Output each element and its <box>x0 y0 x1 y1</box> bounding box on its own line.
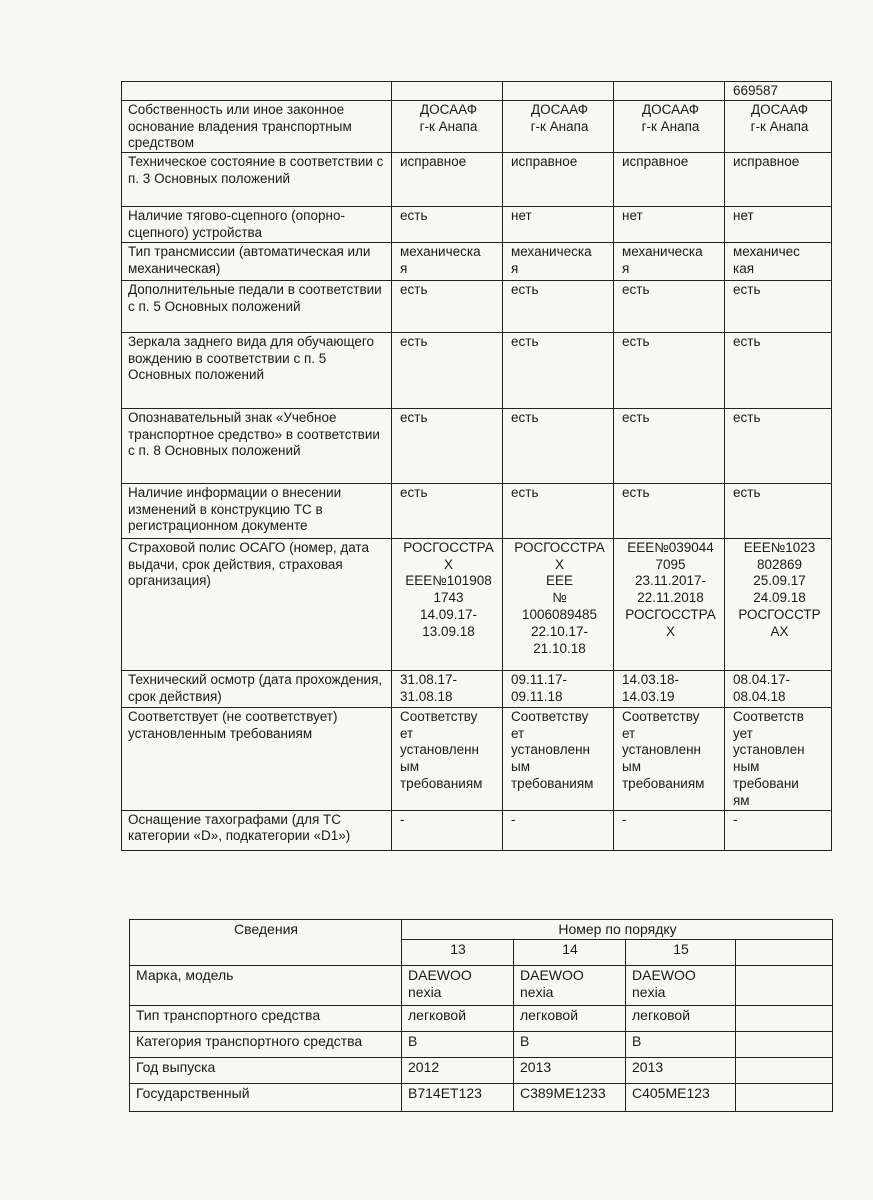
table-row <box>122 153 832 207</box>
row-value <box>736 966 833 1006</box>
row-value: есть <box>392 207 503 243</box>
row-value: исправное <box>503 153 614 207</box>
row-value: есть <box>392 280 503 332</box>
row-value <box>736 1084 833 1112</box>
row-value: Соответств ует установлен ным требовани ям <box>725 707 832 810</box>
row-value: есть <box>503 483 614 538</box>
vehicle-details-table-upper <box>121 81 832 851</box>
order-number-cell: 13 <box>402 940 514 966</box>
row-value: C389ME1233 <box>514 1084 626 1112</box>
row-value: ДОСААФ г-к Анапа <box>503 100 614 152</box>
table-row <box>122 280 832 332</box>
row-label: Категория транспортного средства <box>130 1032 402 1058</box>
table-cell <box>122 82 392 101</box>
row-value: механичес кая <box>725 242 832 280</box>
row-label: Зеркала заднего вида для обучающего вождению в соответствии с п. 5 Основных положений <box>122 332 392 408</box>
row-value: B <box>402 1032 514 1058</box>
order-number-cell <box>736 940 833 966</box>
row-label: Оснащение тахографами (для ТС категории «D», подкатегории «D1») <box>122 810 392 850</box>
row-value: Соответству ет установленн ым требованиям <box>614 707 725 810</box>
row-value: есть <box>614 483 725 538</box>
order-number-cell: 15 <box>626 940 736 966</box>
row-label: Дополнительные педали в соответствии с п. 5 Основных положений <box>122 280 392 332</box>
table-row <box>122 707 832 810</box>
row-value <box>736 1006 833 1032</box>
row-value: есть <box>614 332 725 408</box>
row-value: 08.04.17- 08.04.18 <box>725 670 832 707</box>
row-label: Наличие информации о внесении изменений в конструкцию ТС в регистрационном документе <box>122 483 392 538</box>
row-label: Марка, модель <box>130 966 402 1006</box>
row-value: ДОСААФ г-к Анапа <box>614 100 725 152</box>
row-label: Тип трансмиссии (автоматическая или механическая) <box>122 242 392 280</box>
row-value: - <box>614 810 725 850</box>
row-value: DAEWOO nexia <box>514 966 626 1006</box>
row-label: Страховой полис ОСАГО (номер, дата выдачи, срок действия, страховая организация) <box>122 538 392 670</box>
row-value: - <box>392 810 503 850</box>
row-value: Соответству ет установленн ым требованиям <box>503 707 614 810</box>
table-row <box>122 810 832 850</box>
table-row <box>122 483 832 538</box>
row-value: 2012 <box>402 1058 514 1084</box>
row-label: Техническое состояние в соответствии с п. 3 Основных положений <box>122 153 392 207</box>
row-value <box>736 1032 833 1058</box>
row-value: есть <box>503 332 614 408</box>
header-info: Сведения <box>130 920 402 966</box>
row-label: Тип транспортного средства <box>130 1006 402 1032</box>
row-value: есть <box>503 280 614 332</box>
row-value: - <box>503 810 614 850</box>
row-value: нет <box>725 207 832 243</box>
row-value: нет <box>614 207 725 243</box>
table-header-row <box>130 920 833 940</box>
table-row <box>122 82 832 101</box>
row-value: ЕЕЕ№039044 7095 23.11.2017- 22.11.2018 РОСГОССТРА Х <box>614 538 725 670</box>
row-value: Соответству ет установленн ым требованиям <box>392 707 503 810</box>
table-row <box>130 1032 833 1058</box>
row-value: легковой <box>514 1006 626 1032</box>
table-row <box>122 242 832 280</box>
table-cell: 669587 <box>725 82 832 101</box>
row-value: ДОСААФ г-к Анапа <box>392 100 503 152</box>
table-row <box>122 670 832 707</box>
table-row <box>122 332 832 408</box>
row-value: есть <box>725 332 832 408</box>
row-value: есть <box>392 332 503 408</box>
table-row <box>130 1006 833 1032</box>
row-value: исправное <box>614 153 725 207</box>
row-value: механическа я <box>614 242 725 280</box>
table-cell <box>392 82 503 101</box>
row-value: легковой <box>626 1006 736 1032</box>
row-value: есть <box>503 408 614 483</box>
row-label: Собственность или иное законное основание владения транспортным средством <box>122 100 392 152</box>
table-cell <box>614 82 725 101</box>
row-value: DAEWOO nexia <box>626 966 736 1006</box>
row-value: B <box>514 1032 626 1058</box>
row-value: ЕЕЕ№1023 802869 25.09.17 24.09.18 РОСГОССТР АХ <box>725 538 832 670</box>
table-row <box>122 538 832 670</box>
row-label: Технический осмотр (дата прохождения, срок действия) <box>122 670 392 707</box>
row-value: РОСГОССТРА Х ЕЕЕ№101908 1743 14.09.17- 13.09.18 <box>392 538 503 670</box>
row-value: исправное <box>392 153 503 207</box>
row-value: 2013 <box>514 1058 626 1084</box>
row-value: механическа я <box>503 242 614 280</box>
row-value: есть <box>614 408 725 483</box>
table-row <box>122 408 832 483</box>
row-value: 2013 <box>626 1058 736 1084</box>
row-value: 14.03.18- 14.03.19 <box>614 670 725 707</box>
row-value <box>736 1058 833 1084</box>
row-value: легковой <box>402 1006 514 1032</box>
row-value: DAEWOO nexia <box>402 966 514 1006</box>
header-order-number: Номер по порядку <box>402 920 833 940</box>
row-value: B <box>626 1032 736 1058</box>
row-label: Наличие тягово-сцепного (опорно-сцепного) устройства <box>122 207 392 243</box>
row-value: есть <box>725 483 832 538</box>
row-value: есть <box>725 280 832 332</box>
vehicle-details-table-lower <box>129 919 833 1112</box>
row-value: B714ET123 <box>402 1084 514 1112</box>
row-value: ДОСААФ г-к Анапа <box>725 100 832 152</box>
order-number-cell: 14 <box>514 940 626 966</box>
table-row <box>122 100 832 152</box>
row-value: C405ME123 <box>626 1084 736 1112</box>
table-row <box>130 1084 833 1112</box>
row-value: есть <box>392 483 503 538</box>
row-value: механическа я <box>392 242 503 280</box>
row-value: 31.08.17- 31.08.18 <box>392 670 503 707</box>
table-row <box>130 1058 833 1084</box>
table-row <box>122 207 832 243</box>
row-value: есть <box>725 408 832 483</box>
row-value: есть <box>392 408 503 483</box>
row-label: Соответствует (не соответствует) установленным требованиям <box>122 707 392 810</box>
table-row <box>130 966 833 1006</box>
table-cell <box>503 82 614 101</box>
row-value: исправное <box>725 153 832 207</box>
row-value: - <box>725 810 832 850</box>
row-value: 09.11.17- 09.11.18 <box>503 670 614 707</box>
row-value: РОСГОССТРА Х ЕЕЕ № 1006089485 22.10.17- 21.10.18 <box>503 538 614 670</box>
row-value: нет <box>503 207 614 243</box>
row-label: Год выпуска <box>130 1058 402 1084</box>
row-label: Опознавательный знак «Учебное транспортное средство» в соответствии с п. 8 Основных положений <box>122 408 392 483</box>
row-label: Государственный <box>130 1084 402 1112</box>
row-value: есть <box>614 280 725 332</box>
